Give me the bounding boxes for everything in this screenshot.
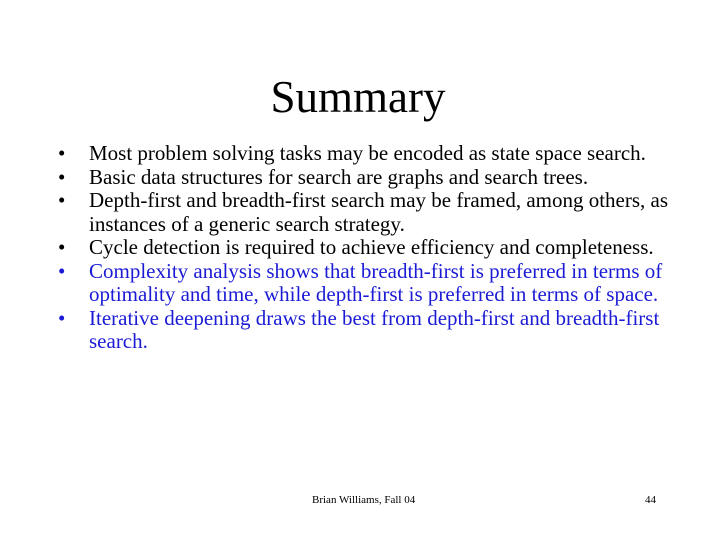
- bullet-dot: •: [58, 305, 66, 330]
- footer-page-number: 44: [645, 494, 656, 506]
- bullet-item: [58, 236, 678, 260]
- bullet-item: [58, 189, 678, 236]
- bullet-dot: •: [58, 164, 66, 189]
- bullet-text: Most problem solving tasks may be encoded as state space search.: [89, 141, 646, 165]
- bullet-item: [58, 260, 678, 307]
- bullet-dot: •: [58, 141, 66, 165]
- bullet-text: Iterative deepening draws the best from depth-first and breadth-first search.: [89, 305, 660, 353]
- bullet-text: Depth-first and breadth-first search may be framed, among others, as instances of a generic search strategy.: [89, 188, 669, 236]
- bullet-dot: •: [58, 258, 66, 283]
- bullet-item: [58, 166, 678, 190]
- bullet-text: Basic data structures for search are graphs and search trees.: [89, 164, 589, 189]
- slide-title: Summary: [270, 72, 446, 122]
- footer-author: Brian Williams, Fall 04: [312, 494, 416, 506]
- bullet-list: [58, 142, 678, 354]
- bullet-item: [58, 307, 678, 354]
- bullet-item: [58, 142, 678, 166]
- bullet-dot: •: [58, 235, 66, 259]
- bullet-text: Cycle detection is required to achieve efficiency and completeness.: [89, 235, 654, 259]
- bullet-dot: •: [58, 188, 66, 212]
- bullet-text: Complexity analysis shows that breadth-first is preferred in terms of optimality and time, while depth-first is preferred in terms of space.: [89, 258, 663, 306]
